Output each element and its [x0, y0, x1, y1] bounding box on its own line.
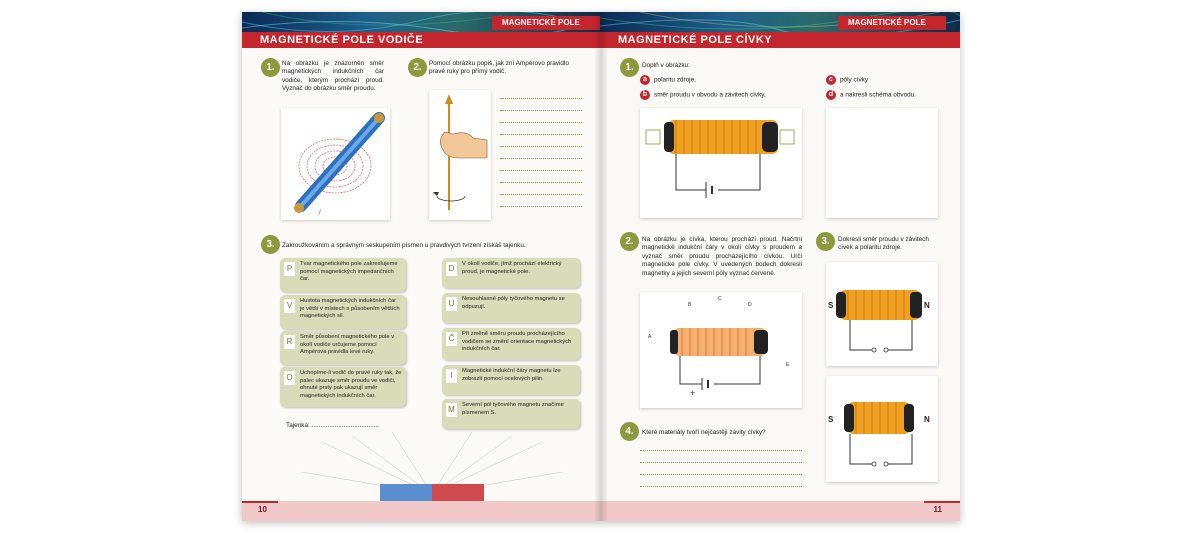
question-1-text: Doplň v obrázku:: [642, 62, 690, 69]
letter-b-badge: b: [640, 90, 650, 100]
letter-d-badge: d: [826, 90, 836, 100]
question-3-number: 3.: [261, 235, 280, 254]
right-hand-rule-image: [429, 90, 491, 220]
answer-line[interactable]: [500, 110, 582, 111]
statement-card[interactable]: [280, 258, 406, 292]
page-title: MAGNETICKÉ POLE CÍVKY: [618, 34, 773, 46]
question-2-number: 2.: [620, 232, 639, 251]
card-text: Uchopíme-li vodič do pravé ruky tak, že palec ukazuje směr proudu ve vodiči, ohnuté prsty pak ukazují směr magnetických indukčních čar.: [300, 370, 402, 399]
coil-circuit-image: [640, 108, 802, 218]
page-number: 10: [258, 505, 267, 514]
card-text: Magnetické indukční čáry magnetu lze zobrazit pomocí ocelových pilin.: [462, 368, 561, 382]
answer-line[interactable]: [640, 462, 802, 463]
statement-card[interactable]: [280, 295, 406, 329]
left-footer: [242, 501, 600, 521]
coil-field-illustration: [640, 292, 802, 408]
answer-line[interactable]: [500, 194, 582, 195]
answer-line[interactable]: [640, 450, 802, 451]
answer-line[interactable]: [640, 486, 802, 487]
conductor-field-illustration: [281, 108, 390, 220]
card-letter: V: [284, 299, 295, 313]
point-b-label: B: [688, 302, 692, 308]
question-1-text: Na obrázku je znázorněn směr magnetických indukčních čar vodiče, kterým prochází proud. Vyznač do obrázku směr proudu.: [282, 60, 384, 93]
book-spine-shadow: [594, 12, 608, 521]
conductor-image: [281, 108, 390, 220]
answer-line[interactable]: [500, 146, 582, 147]
footer-rule: [242, 501, 278, 503]
card-letter: O: [284, 371, 295, 385]
point-e-label: E: [786, 362, 790, 368]
question-2-text: Pomocí obrázku popiš, jak zní Ampérovo pravidlo pravé ruky pro přímý vodič.: [429, 60, 569, 76]
hand-illustration: [429, 90, 491, 220]
answer-line[interactable]: [500, 170, 582, 171]
iron-filings-illustration: [302, 432, 562, 502]
q1-item-d-text: a nakresli schéma obvodu.: [840, 91, 917, 99]
card-text: Směr působení magnetického pole v okolí vodiče určujeme pomocí Ampérova pravidla levé ruky.: [300, 334, 395, 356]
card-letter: R: [284, 335, 295, 349]
card-letter: P: [284, 262, 295, 276]
question-2-text: Na obrázku je cívka, kterou prochází proud. Načrtni magnetické indukční čáry v okolí cívky s proudem a vyznač směr proudu procházejícího cívkou. Urči magnetické pole cívky. V uvedených bodech dokresli magnetky a jejich severní póly vyznač červeně.: [642, 236, 802, 277]
section-tag: MAGNETICKÉ POLE: [492, 16, 600, 30]
schema-drawing-box[interactable]: [826, 108, 938, 218]
question-4-number: 4.: [620, 422, 639, 441]
right-page: [600, 12, 960, 521]
statement-card[interactable]: [442, 399, 580, 429]
left-page: [242, 12, 600, 521]
statement-card[interactable]: [442, 293, 580, 323]
answer-line[interactable]: [500, 206, 582, 207]
point-c-label: C: [718, 296, 722, 302]
card-letter: I: [446, 369, 457, 383]
q1-item-b-text: směr proudu v obvodu a závitech cívky,: [654, 91, 766, 99]
question-3-text: Dokresli směr proudu v závitech cívek a polaritu zdroje.: [838, 236, 929, 252]
coil-a-illustration: [826, 262, 938, 366]
coil-b-illustration: [826, 376, 938, 482]
plus-sign: +: [690, 388, 696, 398]
q1-item-a-text: polaritu zdroje,: [654, 76, 696, 84]
card-letter: D: [446, 262, 457, 276]
workbook-spread: [242, 12, 960, 521]
question-3-number: 3.: [816, 232, 835, 251]
answer-line[interactable]: [500, 158, 582, 159]
coil-a-image: [826, 262, 938, 366]
south-pole-label: S: [828, 301, 834, 310]
coil-b-image: [826, 376, 938, 482]
letter-c-badge: c: [826, 75, 836, 85]
right-header: [600, 12, 960, 48]
question-4-text: Které materiály tvoří nejčastěji závity cívky?: [642, 429, 766, 436]
card-text: Při změně směru proudu procházejícího vodičem se změní orientace magnetických indukčních čar.: [462, 331, 572, 353]
coil-circuit-illustration: [640, 108, 802, 218]
answer-line[interactable]: [500, 134, 582, 135]
answer-line[interactable]: [500, 98, 582, 99]
north-pole-label: N: [924, 415, 930, 424]
card-letter: U: [446, 297, 457, 311]
footer-rule: [924, 501, 960, 503]
q1-item-b: [640, 90, 820, 100]
q1-item-c: [826, 75, 946, 85]
statement-card[interactable]: [442, 365, 580, 395]
card-letter: M: [446, 403, 457, 417]
page-number: 11: [933, 505, 942, 514]
left-header: [242, 12, 600, 48]
section-tag: MAGNETICKÉ POLE: [838, 16, 946, 30]
card-text: Tvar magnetického pole zakreslujeme pomocí magnetických impedančních čar.: [300, 261, 398, 283]
tajenka-field[interactable]: Tajenka: ......................................: [286, 422, 380, 429]
q1-item-c-text: póly cívky: [840, 76, 869, 84]
q1-item-a: [640, 75, 820, 85]
question-1-number: 1.: [261, 58, 280, 77]
question-2-number: 2.: [408, 58, 427, 77]
current-label: I: [319, 210, 321, 216]
coil-field-image: [640, 292, 802, 408]
letter-a-badge: a: [640, 75, 650, 85]
question-3-text: Zakroužkováním a správným seskupením písmen u pravdivých tvrzení získáš tajenku.: [282, 242, 526, 249]
north-pole-label: N: [924, 301, 930, 310]
question-1-number: 1.: [620, 58, 639, 77]
page-title: MAGNETICKÉ POLE VODIČE: [260, 34, 424, 46]
card-text: V okolí vodiče, jímž prochází elektrický proud, je magnetické pole.: [462, 261, 562, 275]
q1-item-d: [826, 90, 946, 100]
card-text: Severní pól tyčového magnetu značíme písmenem S.: [462, 402, 564, 416]
statement-card[interactable]: [280, 331, 406, 365]
point-d-label: D: [748, 302, 752, 308]
statement-card[interactable]: [442, 258, 580, 288]
card-letter: Č: [446, 332, 457, 346]
answer-line[interactable]: [500, 122, 582, 123]
statement-card[interactable]: [442, 328, 580, 360]
south-pole-label: S: [828, 415, 834, 424]
answer-line[interactable]: [640, 474, 802, 475]
statement-card[interactable]: [280, 367, 406, 407]
card-text: Hustota magnetických indukčních čar je větší v místech s působením větších magnetických sil.: [300, 298, 400, 320]
right-footer: [600, 501, 960, 521]
point-a-label: A: [648, 334, 652, 340]
card-text: Nesouhlasné póly tyčového magnetu se odpuzují.: [462, 296, 565, 310]
answer-line[interactable]: [500, 182, 582, 183]
